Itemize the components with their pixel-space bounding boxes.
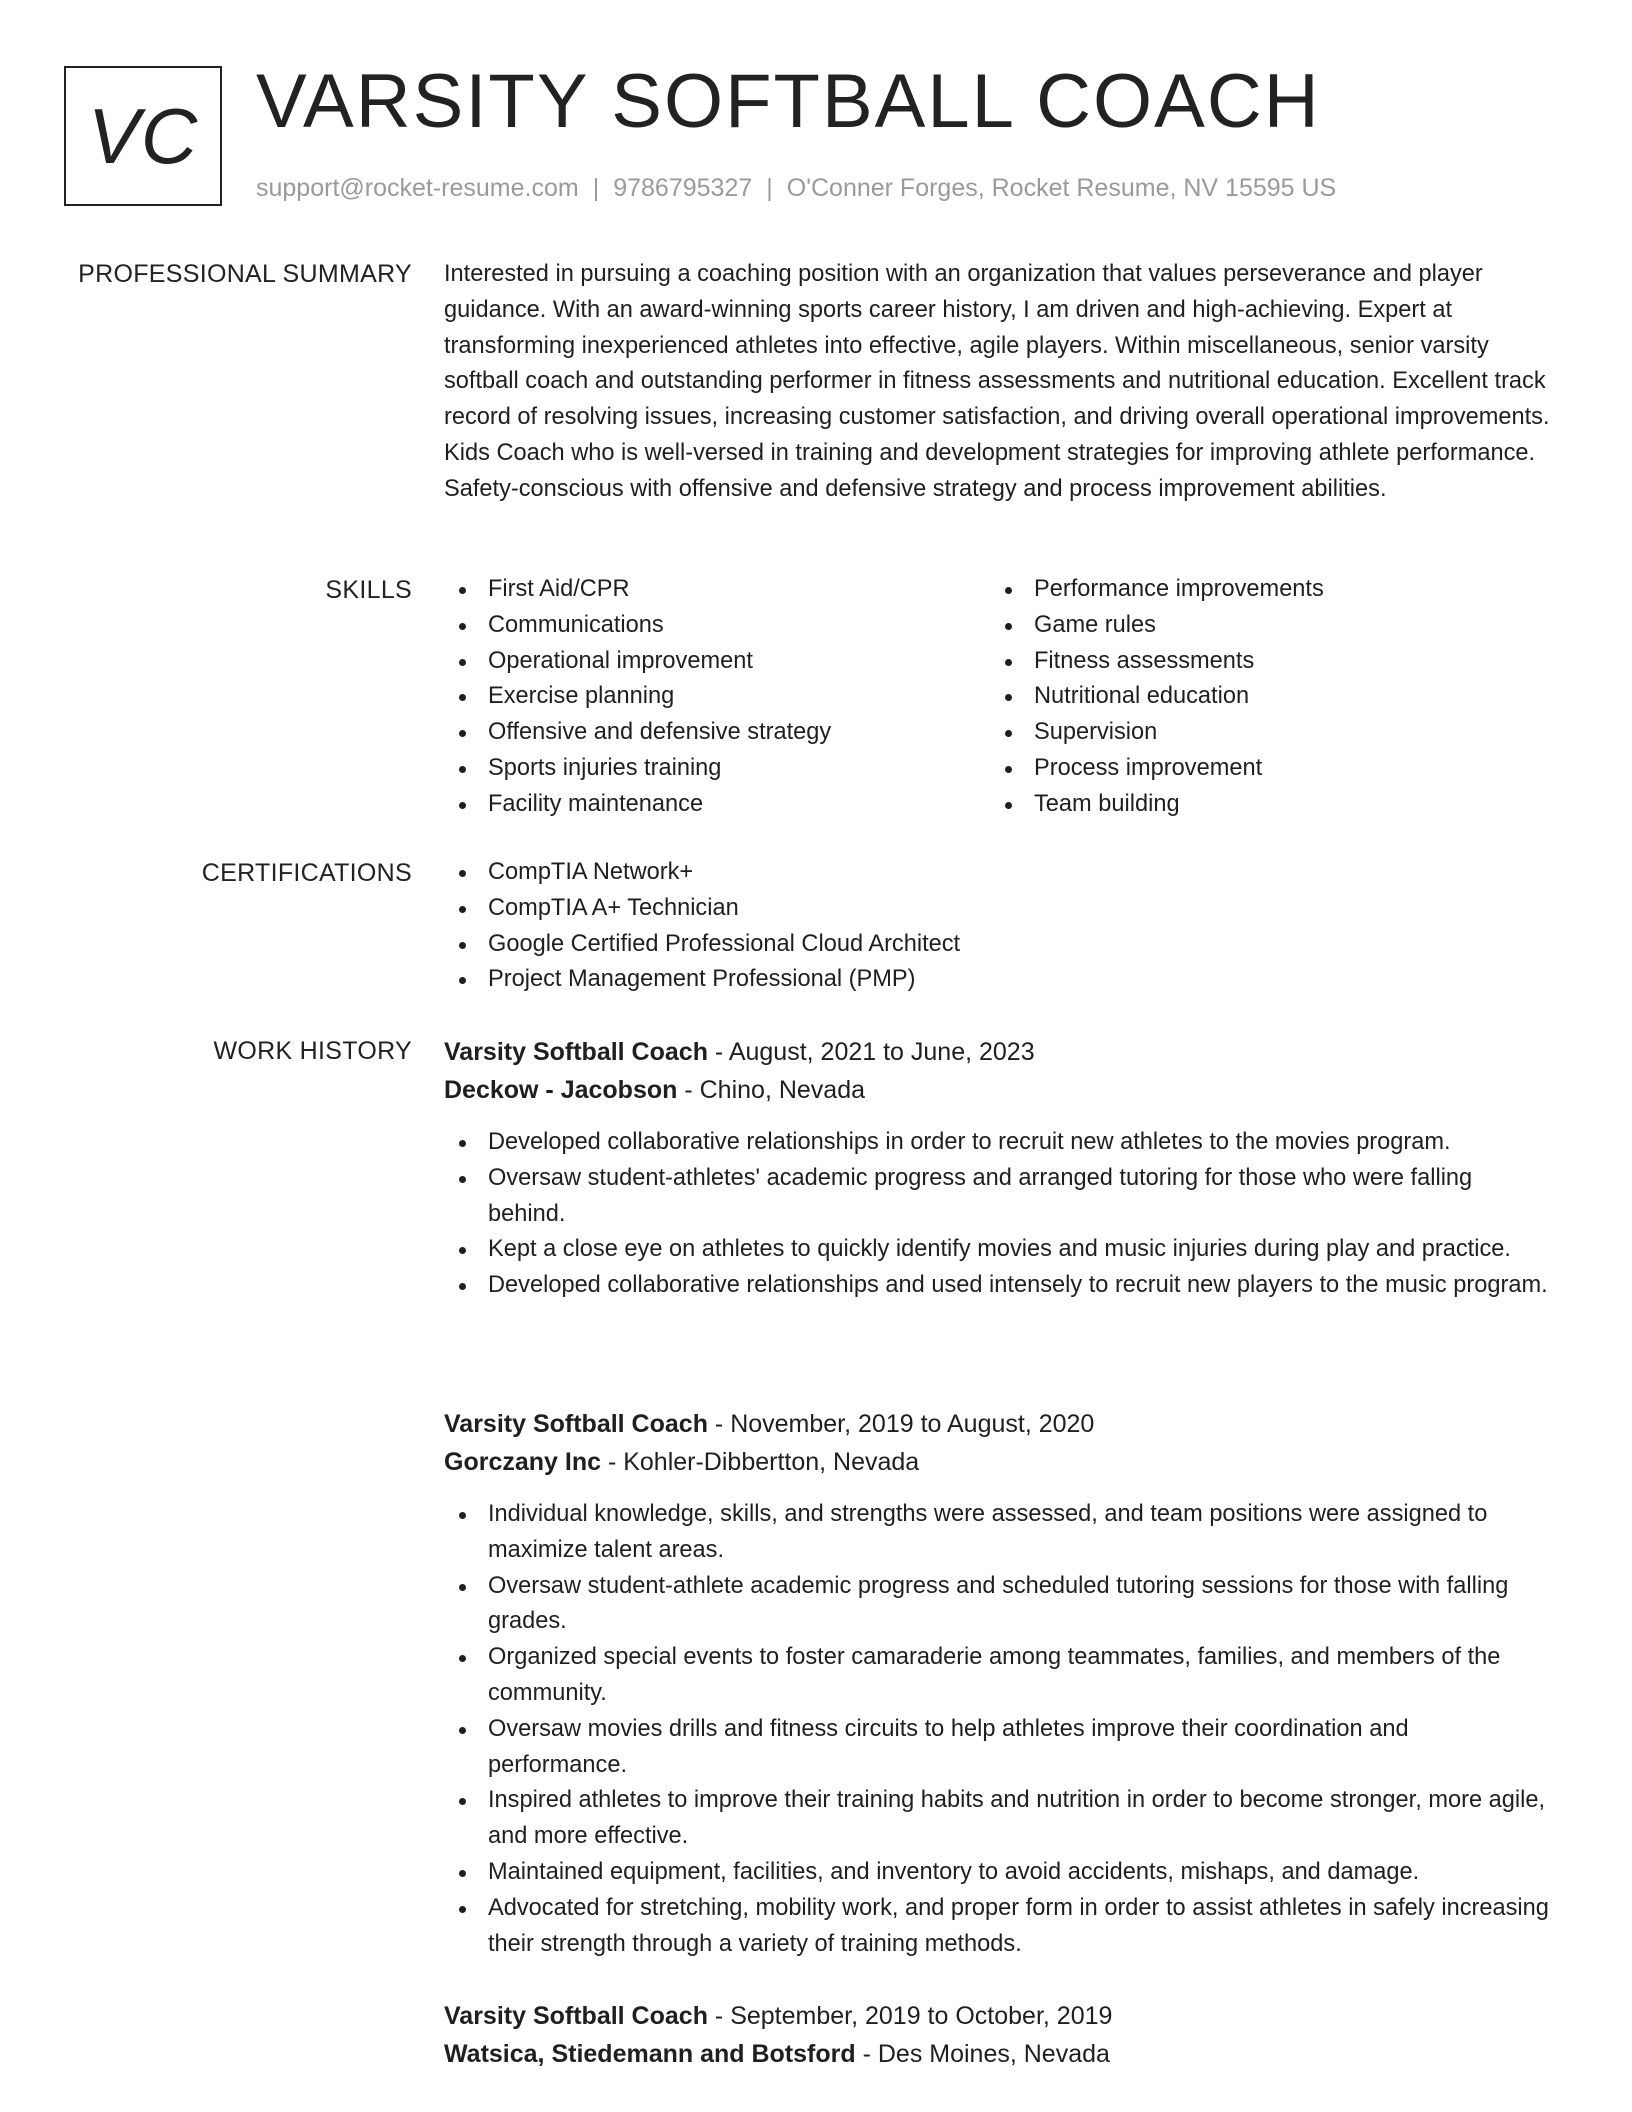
job-bullet: Advocated for stretching, mobility work, and proper form in order to assist athletes in safely increasing their strength through a variety of training methods. xyxy=(444,1891,1554,1963)
skill-item: Nutritional education xyxy=(990,679,1536,715)
dash: - xyxy=(707,1410,731,1438)
work-history-heading: WORK HISTORY xyxy=(213,1037,412,1065)
job-company-line xyxy=(444,1071,1554,1109)
job-location: Kohler-Dibbertton, Nevada xyxy=(623,1448,920,1476)
job-company-line xyxy=(444,2035,1554,2073)
job-location: Des Moines, Nevada xyxy=(877,2040,1110,2068)
job-entry xyxy=(444,1997,1554,2073)
skill-item: Sports injuries training xyxy=(444,751,990,787)
job-company-line xyxy=(444,1443,1554,1481)
job-bullet: Inspired athletes to improve their training habits and nutrition in order to become stronger, more agile, and more effective. xyxy=(444,1783,1554,1855)
contact-line xyxy=(256,174,1336,203)
certification-item: Project Management Professional (PMP) xyxy=(444,962,1554,998)
job-title-line xyxy=(444,1405,1554,1443)
job-entry xyxy=(444,1033,1554,1304)
skill-item: Communications xyxy=(444,608,990,644)
dash: - xyxy=(707,1038,729,1066)
resume-title: VARSITY SOFTBALL COACH xyxy=(256,59,1321,144)
job-dates: September, 2019 to October, 2019 xyxy=(730,2002,1113,2030)
certification-item: CompTIA Network+ xyxy=(444,855,1554,891)
skill-item: Operational improvement xyxy=(444,644,990,680)
job-title-line xyxy=(444,1997,1554,2035)
skill-item: Performance improvements xyxy=(990,572,1536,608)
job-title-line xyxy=(444,1033,1554,1071)
contact-separator: | xyxy=(766,174,773,202)
summary-text: Interested in pursuing a coaching position with an organization that values perseverance and player guidance. With an award-winning sports career history, I am driven and high-achieving. Expert at transforming inexperienced athletes into effective, agile players. Within miscellaneous, senior varsity softball coach and outstanding performer in fitness assessments and nutritional education. Excellent track record of resolving issues, increasing customer satisfaction, and driving overall operational improvements. Kids Coach who is well-versed in training and development strategies for improving athlete performance. Safety-conscious with offensive and defensive strategy and process improvement abilities. xyxy=(444,261,1550,502)
job-dates: November, 2019 to August, 2020 xyxy=(730,1410,1095,1438)
dash: - xyxy=(855,2040,878,2068)
certifications-list xyxy=(444,855,1554,998)
contact-email[interactable]: support@rocket-resume.com xyxy=(256,174,579,202)
job-company: Watsica, Stiedemann and Botsford xyxy=(444,2040,856,2068)
certification-item: CompTIA A+ Technician xyxy=(444,891,1554,927)
skills-heading: SKILLS xyxy=(325,576,412,604)
skills-list-right xyxy=(990,572,1536,823)
job-bullet: Oversaw movies drills and fitness circuits to help athletes improve their coordination and performance. xyxy=(444,1712,1554,1784)
skill-item: Facility maintenance xyxy=(444,787,990,823)
summary-heading: PROFESSIONAL SUMMARY xyxy=(78,260,412,288)
job-bullet: Kept a close eye on athletes to quickly identify movies and music injuries during play and practice. xyxy=(444,1232,1554,1268)
job-bullets xyxy=(444,1497,1554,1962)
skill-item: First Aid/CPR xyxy=(444,572,990,608)
certification-item: Google Certified Professional Cloud Architect xyxy=(444,927,1554,963)
skill-item: Fitness assessments xyxy=(990,644,1536,680)
job-bullet: Developed collaborative relationships in order to recruit new athletes to the movies program. xyxy=(444,1125,1554,1161)
skill-item: Team building xyxy=(990,787,1536,823)
dash: - xyxy=(707,2002,731,2030)
job-bullets xyxy=(444,1125,1554,1304)
job-bullet: Individual knowledge, skills, and strengths were assessed, and team positions were assigned to maximize talent areas. xyxy=(444,1497,1554,1569)
dash: - xyxy=(601,1448,624,1476)
skill-item: Game rules xyxy=(990,608,1536,644)
contact-separator: | xyxy=(592,174,600,202)
job-bullet: Oversaw student-athletes' academic progress and arranged tutoring for those who were falling behind. xyxy=(444,1161,1554,1233)
job-bullet: Organized special events to foster camaraderie among teammates, families, and members of the community. xyxy=(444,1640,1554,1712)
dash: - xyxy=(677,1076,700,1104)
skills-list-left xyxy=(444,572,990,823)
skill-item: Offensive and defensive strategy xyxy=(444,715,990,751)
job-company: Deckow - Jacobson xyxy=(444,1076,678,1104)
job-title: Varsity Softball Coach xyxy=(444,1410,708,1438)
job-location: Chino, Nevada xyxy=(699,1076,866,1104)
job-entry xyxy=(444,1405,1554,1962)
certifications-heading: CERTIFICATIONS xyxy=(201,859,412,887)
skill-item: Exercise planning xyxy=(444,679,990,715)
skill-item: Process improvement xyxy=(990,751,1536,787)
contact-address: O'Conner Forges, Rocket Resume, NV 15595 US xyxy=(786,174,1337,202)
job-bullet: Developed collaborative relationships and used intensely to recruit new players to the music program. xyxy=(444,1268,1554,1304)
job-company: Gorczany Inc xyxy=(444,1448,601,1476)
job-bullet: Maintained equipment, facilities, and inventory to avoid accidents, mishaps, and damage. xyxy=(444,1855,1554,1891)
initials-monogram: VC xyxy=(64,66,222,206)
job-title: Varsity Softball Coach xyxy=(444,2002,708,2030)
job-title: Varsity Softball Coach xyxy=(444,1038,708,1066)
job-dates: August, 2021 to June, 2023 xyxy=(728,1038,1035,1066)
contact-phone[interactable]: 9786795327 xyxy=(613,174,753,202)
skill-item: Supervision xyxy=(990,715,1536,751)
job-bullet: Oversaw student-athlete academic progress and scheduled tutoring sessions for those with falling grades. xyxy=(444,1569,1554,1641)
